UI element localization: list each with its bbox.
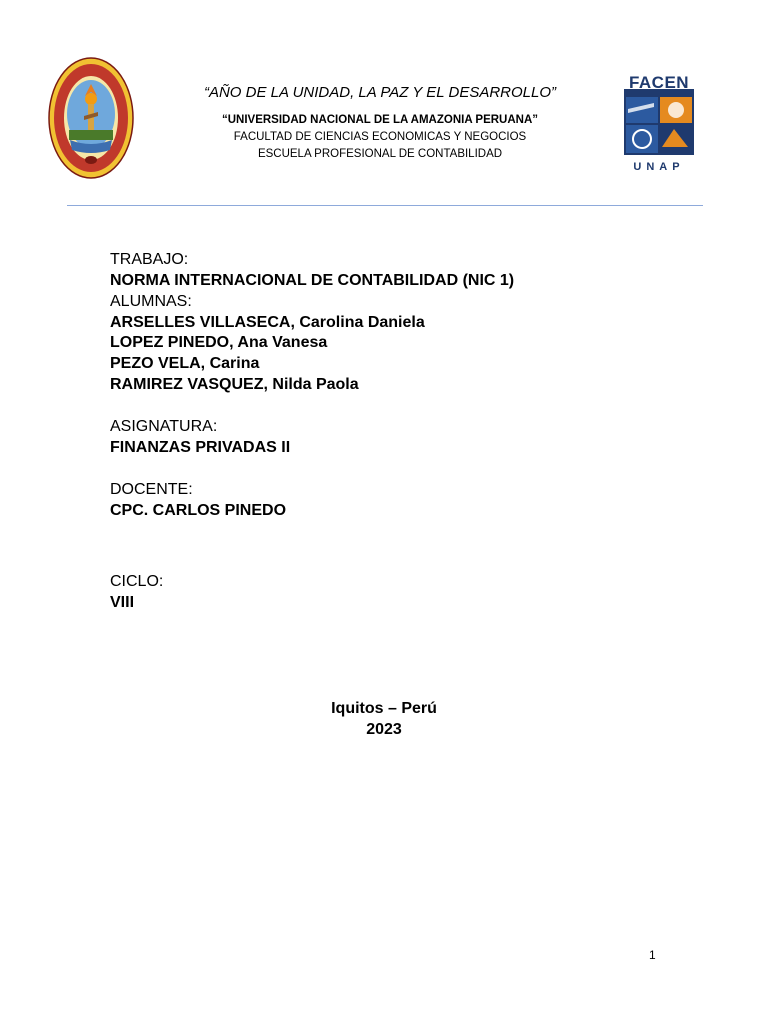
motto-line: “AÑO DE LA UNIDAD, LA PAZ Y EL DESARROLLO” <box>203 84 557 101</box>
student-surname: ARSELLES VILLASECA, <box>110 314 295 331</box>
docente-value: CPC. CARLOS PINEDO <box>110 502 287 519</box>
school-name: ESCUELA PROFESIONAL DE CONTABILIDAD <box>257 148 503 160</box>
unap-tag-text: UNAP <box>633 161 685 173</box>
student-surname: RAMIREZ VASQUEZ, <box>110 376 268 393</box>
facen-brand-text: FACEN <box>628 73 690 92</box>
asignatura-value: FINANZAS PRIVADAS II <box>110 439 291 456</box>
faculty-name: FACULTAD DE CIENCIAS ECONOMICAS Y NEGOCIOS <box>233 131 527 143</box>
facen-shield-icon <box>614 63 704 177</box>
student-given-name: Nilda Paola <box>267 376 359 393</box>
place-line: Iquitos – Perú <box>331 700 437 717</box>
student-line <box>110 314 425 332</box>
asignatura-label: ASIGNATURA: <box>110 418 218 435</box>
student-given-name: Carolina Daniela <box>294 314 425 331</box>
student-surname: LOPEZ PINEDO, <box>110 334 234 351</box>
ciclo-label: CICLO: <box>110 573 164 590</box>
university-seal-icon <box>48 56 134 180</box>
student-given-name: Carina <box>205 355 260 372</box>
alumnas-label: ALUMNAS: <box>110 293 192 310</box>
student-surname: PEZO VELA, <box>110 355 206 372</box>
trabajo-label: TRABAJO: <box>110 251 189 268</box>
ciclo-value: VIII <box>110 594 135 611</box>
student-line <box>110 376 359 394</box>
year-line: 2023 <box>366 721 402 738</box>
trabajo-value: NORMA INTERNACIONAL DE CONTABILIDAD (NIC 1) <box>110 272 515 289</box>
page-number: 1 <box>649 948 656 962</box>
header-divider <box>67 205 703 206</box>
university-name: “UNIVERSIDAD NACIONAL DE LA AMAZONIA PERUANA” <box>221 114 539 126</box>
student-line <box>110 334 327 352</box>
student-line <box>110 355 259 373</box>
student-given-name: Ana Vanesa <box>233 334 328 351</box>
docente-label: DOCENTE: <box>110 481 193 498</box>
